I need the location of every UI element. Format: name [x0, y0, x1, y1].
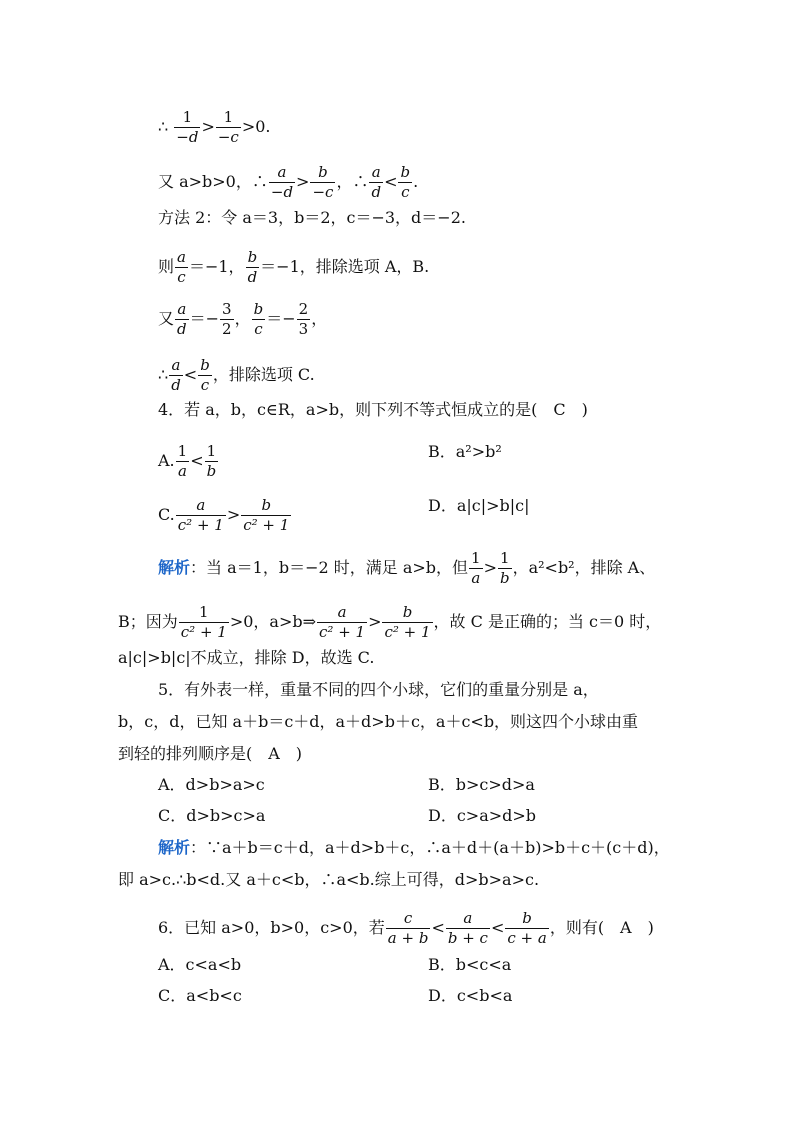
- q5-option-b: B．b>c>d>a: [428, 775, 535, 794]
- fraction: $\frac{c}{a + b}$: [387, 909, 429, 947]
- q4-option-a: A. $\frac{1}{a}$ < $\frac{1}{b}$: [158, 442, 217, 480]
- fraction: $\frac{a}{c}$: [177, 248, 186, 286]
- fraction: $\frac{a}{b + c}$: [447, 909, 488, 947]
- q4-option-d: D．a|c|>b|c|: [428, 496, 530, 515]
- q4-stem: 4．若 a，b，c∈R，a>b，则下列不等式恒成立的是( C ): [158, 400, 588, 419]
- q4-option-c: C. $\frac{a}{\text{c² + 1}}$ > $\frac{b}{\text{c² + 1}}$: [158, 496, 290, 534]
- fraction: $\frac{1}{b}$: [499, 549, 510, 587]
- line-m1-2: 又 a>b>0，∴ $\frac{a}{-d}$ > $\frac{b}{-c}$ ，∴ $\frac{a}{d}$ < $\frac{b}{c}$ .: [158, 163, 419, 201]
- solution-label: 解析: [158, 838, 191, 857]
- q5-option-a: A．d>b>a>c: [158, 775, 265, 794]
- fraction: $\frac{b}{\text{c² + 1}}$: [384, 603, 431, 641]
- fraction: $\frac{b}{c}$: [400, 163, 411, 201]
- fraction: $\frac{b}{c + a}$: [507, 909, 547, 947]
- fraction: $\frac{b}{c}$: [253, 300, 264, 338]
- q4-solution-2: B；因为 $\frac{1}{\text{c² + 1}}$ >0，a>b⇒ $\frac{a}{\text{c² + 1}}$ > $\frac{b}{\text{c² + 1}}$ ，故 C 是正确的；当 c＝0 时，: [118, 603, 662, 641]
- q5-stem-1: 5．有外表一样，重量不同的四个小球，它们的重量分别是 a，: [158, 680, 599, 699]
- q6-option-d: D．c<b<a: [428, 986, 513, 1005]
- line-m1-1: ∴ $\frac{1}{-d}$ > $\frac{1}{-c}$ >0.: [158, 108, 271, 146]
- q5-option-d: D．c>a>d>b: [428, 806, 537, 825]
- line-m2-2: 则 $\frac{a}{c}$ ＝−1， $\frac{b}{d}$ ＝−1，排除选项 A，B.: [158, 248, 430, 286]
- fraction: $\frac{1}{-d}$: [176, 108, 199, 146]
- fraction: $\frac{a}{\text{c² + 1}}$: [319, 603, 366, 641]
- fraction: $\frac{a}{\text{c² + 1}}$: [177, 496, 224, 534]
- fraction: $\frac{1}{\text{c² + 1}}$: [180, 603, 227, 641]
- fraction: $\frac{1}{a}$: [471, 549, 481, 587]
- fraction: $\frac{1}{b}$: [206, 442, 217, 480]
- fraction: $\frac{a}{d}$: [171, 356, 181, 394]
- fraction: $\frac{b}{d}$: [247, 248, 258, 286]
- solution-label: 解析: [158, 558, 191, 577]
- fraction: $\frac{b}{c}$: [200, 356, 210, 394]
- q6-option-b: B．b<c<a: [428, 955, 512, 974]
- q5-solution-1: 解析：∵a＋b＝c＋d，a＋d>b＋c，∴a＋d＋(a＋b)>b＋c＋(c＋d)，: [158, 838, 670, 857]
- q4-solution-3: a|c|>b|c|不成立，排除 D，故选 C.: [118, 648, 375, 667]
- line-m2-3: 又 $\frac{a}{d}$ ＝− $\frac{3}{2}$ ， $\frac{b}{c}$ ＝− $\frac{2}{3}$ ，: [158, 300, 328, 338]
- fraction: $\frac{a}{d}$: [371, 163, 382, 201]
- fraction: $\frac{b}{\text{c² + 1}}$: [243, 496, 290, 534]
- q6-option-a: A．c<a<b: [158, 955, 242, 974]
- fraction: $\frac{a}{-d}$: [270, 163, 294, 201]
- q6-option-c: C．a<b<c: [158, 986, 242, 1005]
- therefore-symbol: ∴: [158, 117, 169, 136]
- q4-solution-1: 解析：当 a＝1，b＝−2 时，满足 a>b，但 $\frac{1}{a}$ > $\frac{1}{b}$ ，a²<b²，排除 A、: [158, 549, 656, 587]
- line-m2-1: 方法 2：令 a＝3，b＝2，c＝−3，d＝−2.: [158, 208, 466, 227]
- line-m2-4: ∴ $\frac{a}{d}$ < $\frac{b}{c}$ ，排除选项 C.: [158, 356, 315, 394]
- fraction: $\frac{1}{-c}$: [217, 108, 239, 146]
- q5-stem-3: 到轻的排列顺序是( A ): [118, 744, 303, 763]
- fraction: $\frac{3}{2}$: [222, 300, 232, 338]
- q4-option-b: B．a²>b²: [428, 442, 502, 461]
- q6-stem: 6．已知 a>0，b>0，c>0，若 $\frac{c}{a + b}$ < $\frac{a}{b + c}$ < $\frac{b}{c + a}$ ，则有( A ): [158, 909, 654, 947]
- q5-solution-2: 即 a>c.∴b<d.又 a＋c<b，∴a<b.综上可得，d>b>a>c.: [118, 870, 540, 889]
- fraction: $\frac{2}{3}$: [298, 300, 309, 338]
- fraction: $\frac{a}{d}$: [177, 300, 187, 338]
- fraction: $\frac{1}{a}$: [177, 442, 188, 480]
- fraction: $\frac{b}{-c}$: [312, 163, 334, 201]
- q5-option-c: C．d>b>c>a: [158, 806, 266, 825]
- q5-stem-2: b，c，d，已知 a＋b＝c＋d，a＋d>b＋c，a＋c<b，则这四个小球由重: [118, 712, 639, 731]
